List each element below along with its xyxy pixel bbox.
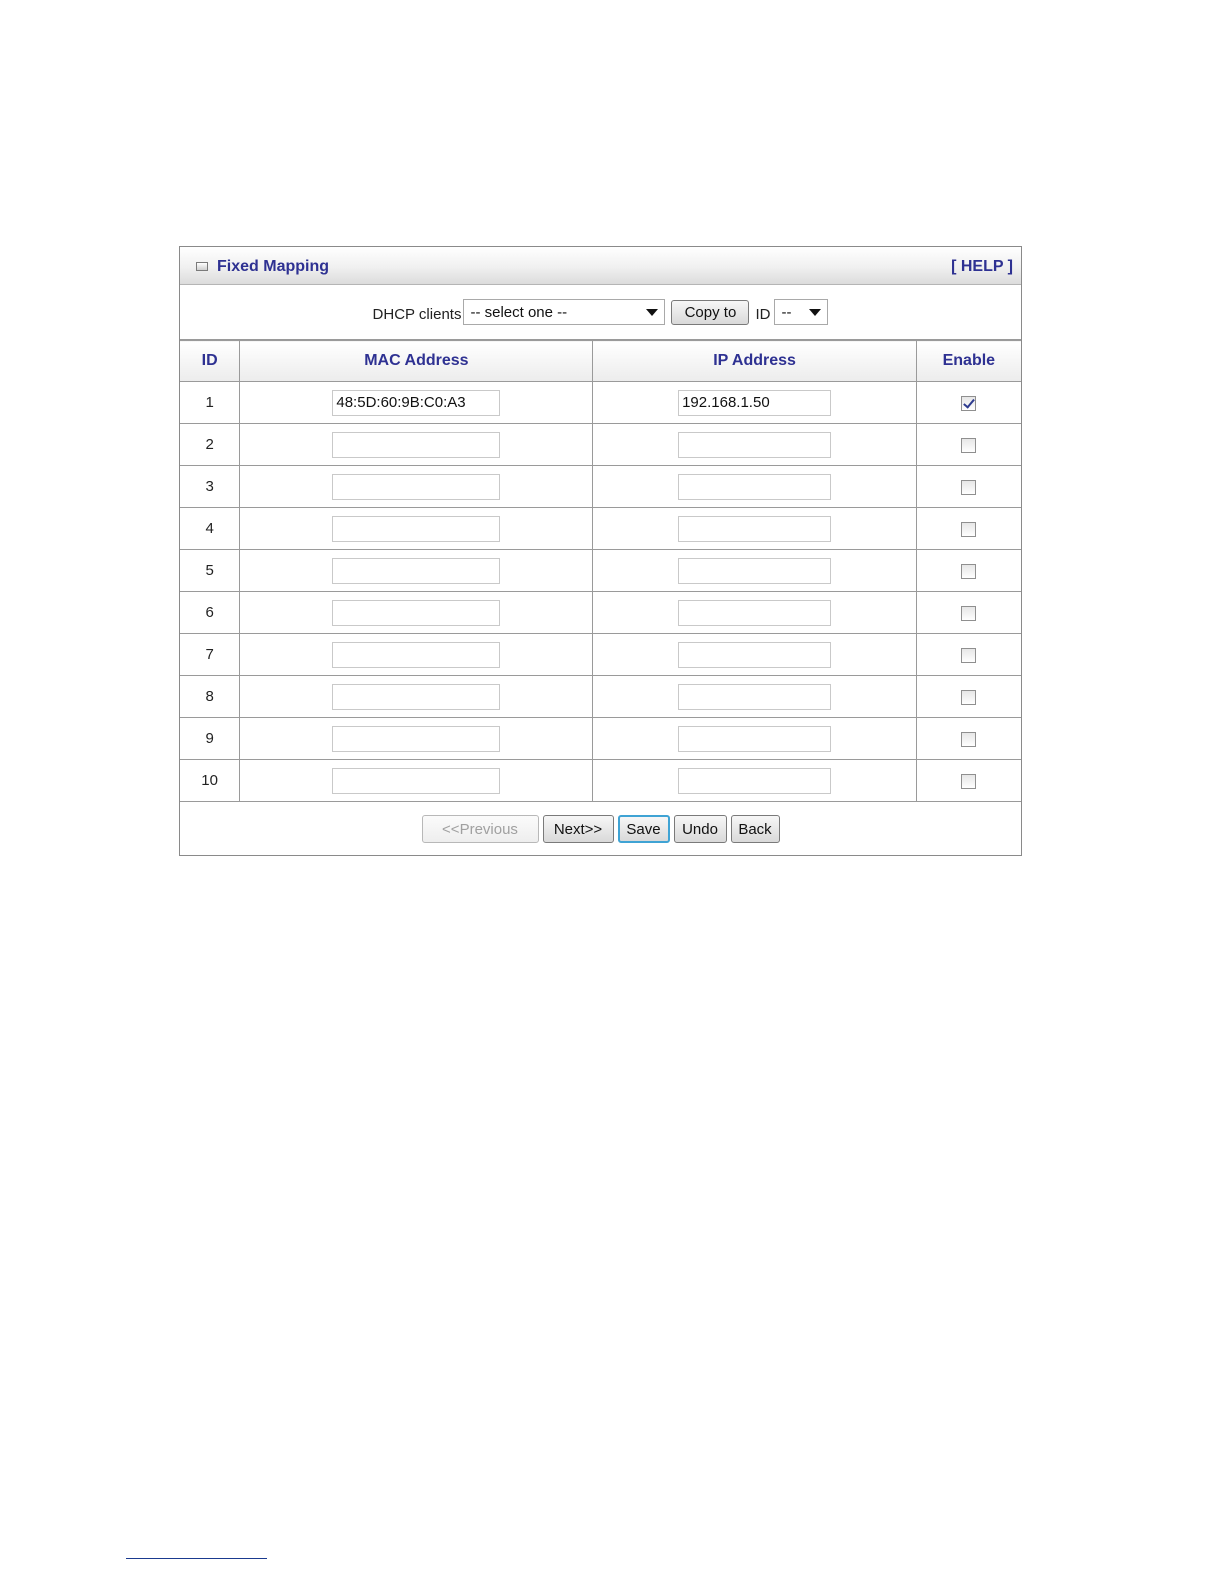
ip-cell (593, 466, 916, 508)
enable-cell (916, 550, 1021, 592)
action-bar (180, 802, 1021, 856)
row-id: 8 (180, 676, 240, 718)
mac-address-input[interactable] (332, 684, 500, 710)
enable-checkbox[interactable] (961, 732, 976, 747)
ip-address-input[interactable] (678, 558, 831, 584)
enable-cell (916, 424, 1021, 466)
table-row (180, 718, 1021, 760)
row-id: 3 (180, 466, 240, 508)
table-header-row (180, 341, 1021, 382)
target-id-select[interactable] (774, 299, 828, 325)
row-id: 6 (180, 592, 240, 634)
mac-address-input[interactable] (332, 726, 500, 752)
row-id: 1 (180, 382, 240, 424)
mac-cell (240, 592, 593, 634)
save-button[interactable]: Save (618, 815, 670, 843)
mac-address-input[interactable] (332, 558, 500, 584)
table-row (180, 760, 1021, 802)
ip-address-input[interactable] (678, 642, 831, 668)
enable-cell (916, 508, 1021, 550)
mac-address-input[interactable] (332, 474, 500, 500)
target-id-select-value: -- (781, 303, 792, 321)
mac-cell (240, 508, 593, 550)
enable-cell (916, 760, 1021, 802)
dhcp-clients-label: DHCP clients (372, 305, 462, 323)
ip-address-input[interactable] (678, 684, 831, 710)
ip-cell (593, 760, 916, 802)
column-header-mac: MAC Address (240, 341, 593, 382)
panel-title-bar (180, 247, 1021, 285)
mapping-table (180, 340, 1021, 802)
column-header-enable: Enable (916, 341, 1021, 382)
table-row (180, 508, 1021, 550)
row-id: 5 (180, 550, 240, 592)
footnote-divider (126, 1558, 267, 1559)
mac-cell (240, 760, 593, 802)
ip-cell (593, 550, 916, 592)
ip-address-input[interactable] (678, 600, 831, 626)
enable-checkbox[interactable] (961, 648, 976, 663)
mac-address-input[interactable] (332, 432, 500, 458)
ip-address-input[interactable] (678, 726, 831, 752)
ip-cell (593, 592, 916, 634)
undo-button[interactable]: Undo (674, 815, 727, 843)
ip-cell (593, 508, 916, 550)
enable-cell (916, 592, 1021, 634)
mac-address-input[interactable] (332, 600, 500, 626)
row-id: 2 (180, 424, 240, 466)
chevron-down-icon (646, 309, 658, 316)
mac-address-input[interactable] (332, 516, 500, 542)
table-row (180, 550, 1021, 592)
ip-address-input[interactable] (678, 432, 831, 458)
row-id: 4 (180, 508, 240, 550)
ip-cell (593, 718, 916, 760)
table-row (180, 424, 1021, 466)
mac-address-input[interactable] (332, 642, 500, 668)
mac-cell (240, 466, 593, 508)
panel-title: Fixed Mapping (217, 258, 329, 275)
chevron-down-icon (809, 309, 821, 316)
ip-cell (593, 382, 916, 424)
dhcp-clients-select-value: -- select one -- (470, 303, 568, 321)
enable-cell (916, 634, 1021, 676)
row-id: 7 (180, 634, 240, 676)
enable-cell (916, 382, 1021, 424)
enable-checkbox[interactable] (961, 480, 976, 495)
mac-cell (240, 718, 593, 760)
dhcp-clients-row (180, 285, 1021, 340)
table-row (180, 382, 1021, 424)
help-link[interactable]: [ HELP ] (951, 258, 1013, 275)
enable-checkbox[interactable] (961, 396, 976, 411)
row-id: 9 (180, 718, 240, 760)
ip-cell (593, 676, 916, 718)
enable-cell (916, 466, 1021, 508)
table-row (180, 634, 1021, 676)
ip-address-input[interactable] (678, 390, 831, 416)
enable-checkbox[interactable] (961, 690, 976, 705)
enable-checkbox[interactable] (961, 522, 976, 537)
row-id: 10 (180, 760, 240, 802)
copy-to-button[interactable]: Copy to (671, 300, 749, 325)
mac-cell (240, 550, 593, 592)
table-row (180, 676, 1021, 718)
table-row (180, 592, 1021, 634)
mac-address-input[interactable] (332, 390, 500, 416)
enable-checkbox[interactable] (961, 564, 976, 579)
enable-cell (916, 718, 1021, 760)
ip-address-input[interactable] (678, 768, 831, 794)
mac-cell (240, 424, 593, 466)
previous-button[interactable]: <<Previous (422, 815, 539, 843)
enable-checkbox[interactable] (961, 438, 976, 453)
ip-address-input[interactable] (678, 516, 831, 542)
mac-cell (240, 634, 593, 676)
mac-cell (240, 676, 593, 718)
table-row (180, 466, 1021, 508)
ip-cell (593, 424, 916, 466)
back-button[interactable]: Back (731, 815, 780, 843)
ip-cell (593, 634, 916, 676)
ip-address-input[interactable] (678, 474, 831, 500)
next-button[interactable]: Next>> (543, 815, 614, 843)
panel-square-icon (196, 262, 208, 271)
enable-checkbox[interactable] (961, 774, 976, 789)
dhcp-clients-select[interactable] (463, 299, 665, 325)
enable-checkbox[interactable] (961, 606, 976, 621)
column-header-ip: IP Address (593, 341, 916, 382)
enable-cell (916, 676, 1021, 718)
id-label: ID (755, 305, 771, 323)
mac-address-input[interactable] (332, 768, 500, 794)
mac-cell (240, 382, 593, 424)
column-header-id: ID (180, 341, 240, 382)
fixed-mapping-panel (179, 246, 1022, 856)
